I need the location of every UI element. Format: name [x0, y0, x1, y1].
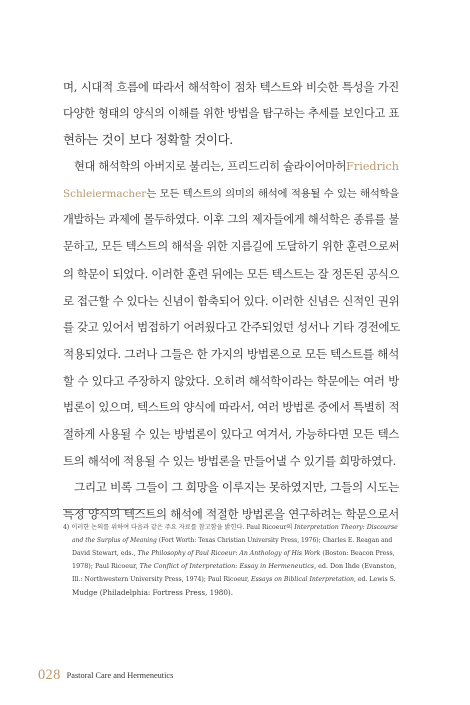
- footnote-text: David Stewart, eds.,: [72, 550, 138, 558]
- footnote-text: , ed. Don Ihde (Evanston,: [314, 562, 397, 571]
- paragraph-line: [63, 181, 399, 208]
- footnote-line: [63, 560, 399, 573]
- book-title: The Philosophy of Paul Ricoeur: An Anthology of His Work: [137, 550, 321, 558]
- book-title: Essays on Biblical Interpretation: [251, 576, 354, 584]
- book-title: and the Surplus of Meaning: [72, 537, 157, 545]
- paragraph-line: 할 수 있다고 주장하지 않았다. 오히려 해석학이라는 학문에는 여러 방: [63, 373, 399, 388]
- footnote-line: [63, 573, 399, 586]
- footnote: [63, 521, 399, 600]
- book-title: Interpretation Theory: Discourse: [294, 524, 398, 531]
- paragraph-line: 적용되었다. 그러나 그들은 한 가지의 방법론으로 모든 텍스트를 해석: [63, 346, 399, 361]
- footnote-line: [63, 521, 399, 534]
- paragraph-line: 를 갖고 있어서 범접하기 어려웠다고 간주되었던 성서나 기타 경전에도: [63, 320, 400, 335]
- paragraph-line: 문하고, 모든 텍스트의 해석을 위한 지름길에 도달하기 위한 훈련으로써: [63, 240, 399, 254]
- footnote-text: , ed. Lewis S.: [353, 576, 396, 584]
- original-name-annotation: Schleiermacher: [63, 187, 147, 200]
- book-title: The Conflict of Interpretation: Essay in Hermeneutics: [139, 562, 315, 571]
- paragraph-line: [63, 154, 399, 181]
- paragraph-line: 의 학문이 되었다. 이러한 훈련 뒤에는 모든 텍스트는 잘 정돈된 공식으: [63, 266, 400, 281]
- paragraph-line: 로 접근할 수 있다는 신념이 함축되어 있다. 이러한 신념은 신적인 권위: [63, 293, 400, 308]
- paragraph-line: 절하게 사용될 수 있는 방법론이 있다고 여겨서, 가능하다면 모든 텍스: [63, 426, 399, 441]
- paragraph-text: 는 모든 텍스트의 의미의 해석에 적용될 수 있는 해석학을: [146, 187, 399, 200]
- footnote-text: (Boston: Beacon Press,: [320, 550, 395, 558]
- body-text: [63, 74, 399, 528]
- footnote-line: [63, 547, 399, 560]
- paragraph-text: 현대 해석학의 아버지로 불리는, 프리드리히 슐라이어마허: [74, 160, 347, 174]
- footnote-text: 4) 이러한 논의를 위하여 다음과 같은 주요 자료를 참고함을 밝힌다. Paul Ricoeur의: [63, 524, 295, 531]
- paragraph-line: 다양한 형태의 양식의 이해를 위한 방법을 탐구하는 추세를 보인다고 표: [63, 106, 399, 120]
- footnote-line: Mudge (Philadelphia: Fortress Press, 1980).: [72, 588, 234, 598]
- paragraph-line: 특정 양식의 텍스트의 해석에 적절한 방법론을 연구하려는 학문으로서: [63, 507, 399, 521]
- paragraph-line: 법론이 있으며, 텍스트의 양식에 따라서, 여러 방법론 중에서 특별히 적: [63, 400, 400, 415]
- footnote-text: (Fort Worth: Texas Christian University Press, 1976); Charles E. Reagan and: [156, 537, 393, 545]
- original-name-annotation: Friedrich: [346, 160, 399, 174]
- footnote-text: 1978); Paul Ricoeur,: [72, 562, 140, 571]
- paragraph-line: 트의 해석에 적용될 수 있는 방법론을 만들어낼 수 있기를 희망하였다.: [63, 453, 396, 468]
- page-number: 028: [38, 667, 61, 683]
- paragraph-line: 현하는 것이 보다 정확할 것이다.: [63, 132, 233, 148]
- paragraph-line: 개발하는 과제에 몰두하였다. 이후 그의 제자들에게 해석학은 종류를 불: [63, 213, 399, 227]
- paragraph-line: 며, 시대적 흐름에 따라서 해석학이 점차 텍스트와 비슷한 특성을 가진: [63, 80, 399, 94]
- footnote-text: Ill.: Northwestern University Press, 1974); Paul Ricoeur,: [72, 576, 252, 584]
- running-title: Pastoral Care and Hermeneutics: [66, 671, 174, 680]
- paragraph-line: 그리고 비록 그들이 그 희망을 이루지는 못하였지만, 그들의 시도는: [74, 480, 399, 495]
- page-footer: [38, 664, 173, 684]
- footnote-line: [63, 534, 399, 547]
- footnote-divider: [63, 509, 145, 510]
